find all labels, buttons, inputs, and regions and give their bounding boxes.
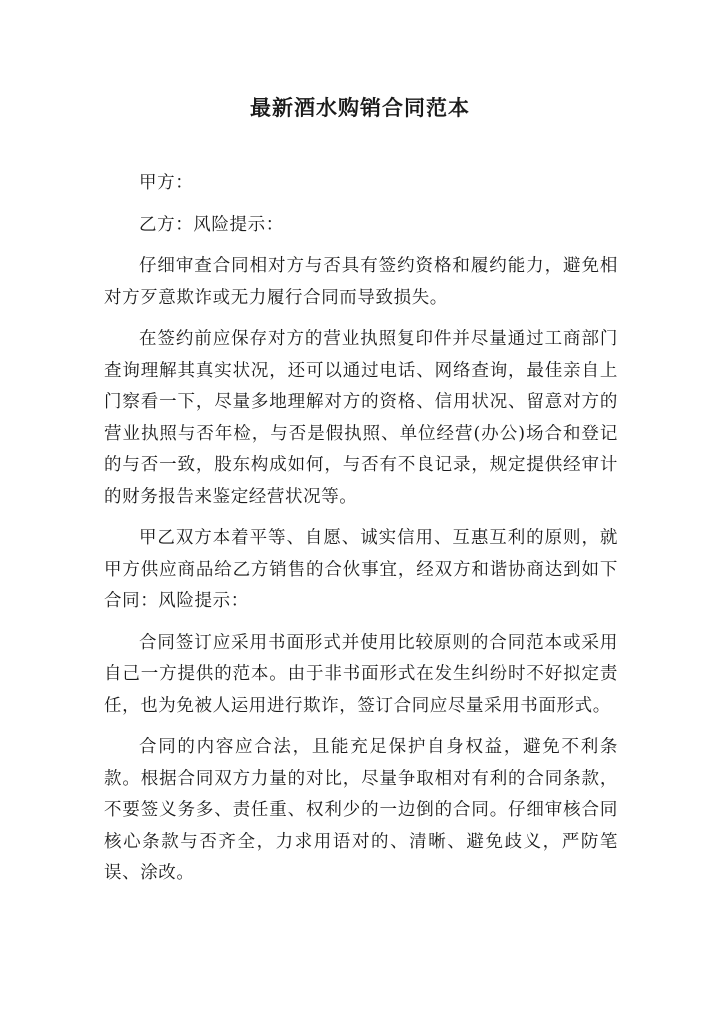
document-title: 最新酒水购销合同范本 (250, 95, 470, 120)
paragraph-risk-2: 在签约前应保存对方的营业执照复印件并尽量通过工商部门查询理解其真实状况，还可以通过电话、网络查询，最佳亲自上门察看一下，尽量多地理解对方的资格、信用状况、留意对方的营业执照与否年检，与否是假执照、单位经营(办公)场合和登记的与否一致，股东构成如何，与否有不良记录，规定提供经审计的财务报告来鉴定经营状况等。 (104, 329, 618, 507)
paragraph-party-b: 乙方：风险提示： (139, 214, 284, 235)
paragraph-party-a: 甲方： (139, 173, 194, 193)
paragraph-written-form: 合同签订应采用书面形式并使用比较原则的合同范本或采用自己一方提供的范本。由于非书面形式在发生纠纷时不好拟定责任，也为免被人运用进行欺诈，签订合同应尽量采用书面形式。 (104, 632, 618, 716)
paragraph-risk-1: 仔细审查合同相对方与否具有签约资格和履约能力，避免相对方歹意欺诈或无力履行合同而导致损失。 (104, 256, 618, 308)
paragraph-agreement: 甲乙双方本着平等、自愿、诚实信用、互惠互利的原则，就甲方供应商品给乙方销售的合伙事宜，经双方和谐协商达到如下合同：风险提示： (104, 528, 618, 611)
paragraph-content-legal: 合同的内容应合法，且能充足保护自身权益，避免不利条款。根据合同双方力量的对比，尽量争取相对有利的合同条款，不要签义务多、责任重、权利少的一边倒的合同。仔细审核合同核心条款与否齐全，力求用语对的、清晰、避免歧义，严防笔误、涂改。 (104, 737, 618, 883)
document-body (104, 168, 618, 900)
